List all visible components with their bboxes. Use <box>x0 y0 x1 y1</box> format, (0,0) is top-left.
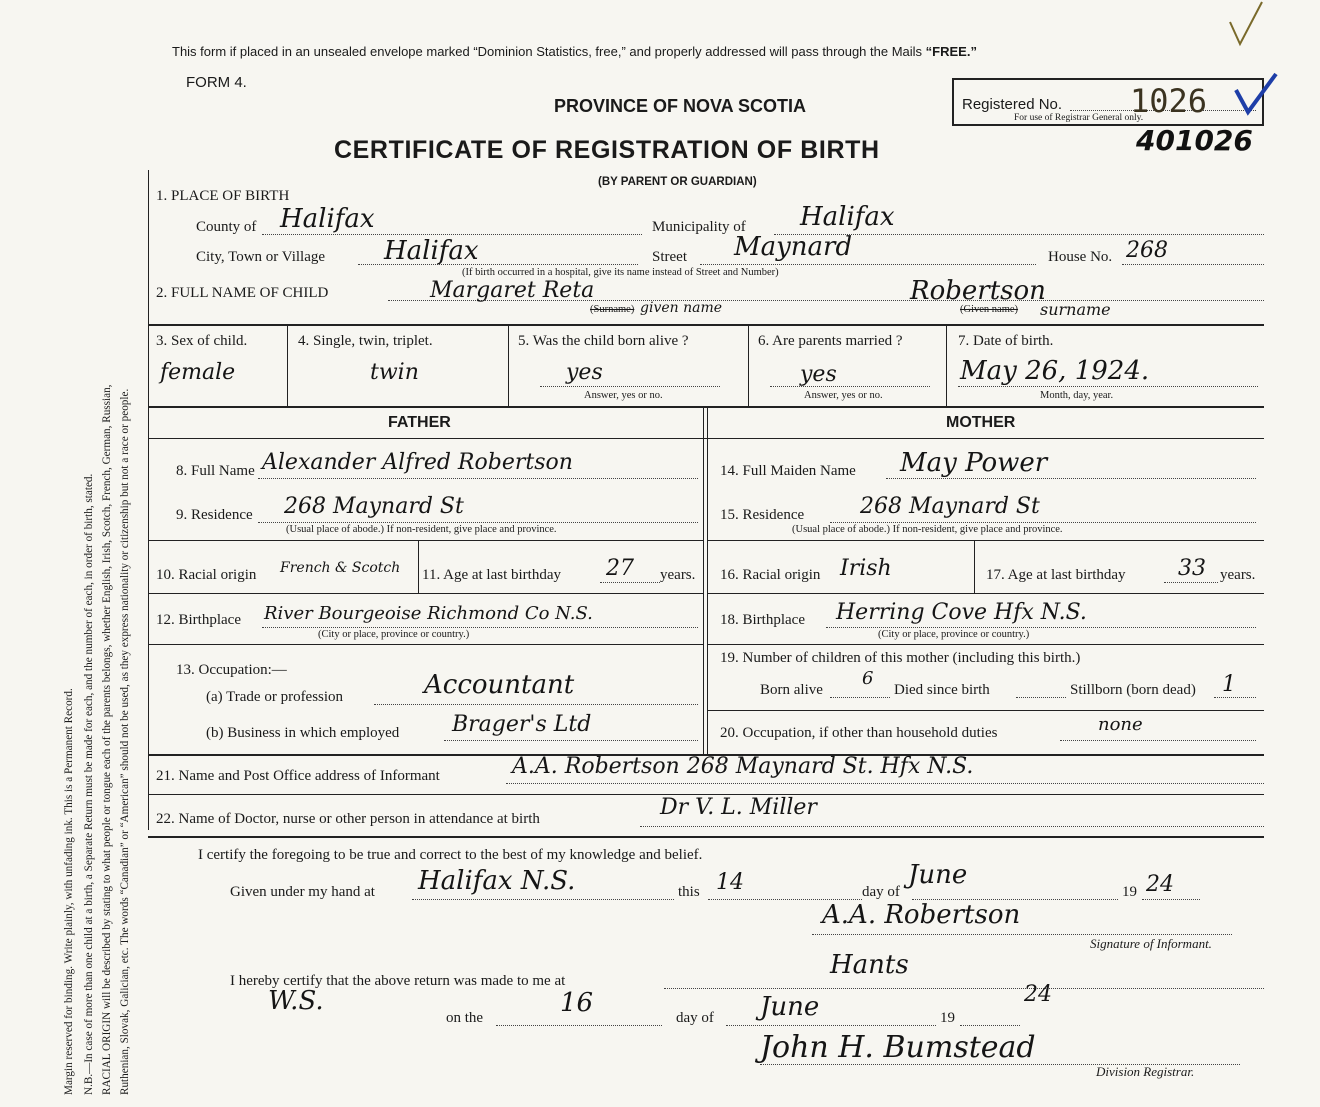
mother-residence-note: (Usual place of abode.) If non-resident, give place and province. <box>792 524 1063 535</box>
informant-value: A.A. Robertson 268 Maynard St. Hfx N.S. <box>512 754 974 779</box>
registrar-place-value: Hants <box>830 950 909 980</box>
father-birthplace-label: 12. Birthplace <box>156 612 241 628</box>
stamp-number: 401026 <box>1136 124 1253 157</box>
form-left-border <box>148 170 149 830</box>
plurality-value: twin <box>370 360 419 385</box>
registered-number-box <box>952 78 1264 126</box>
attendant-label: 22. Name of Doctor, nurse or other person in attendance at birth <box>156 811 540 827</box>
father-name-label: 8. Full Name <box>176 463 255 479</box>
given-name-printed-note: (Given name) <box>960 304 1019 315</box>
father-age-unit: years. <box>660 567 696 583</box>
plurality-label: 4. Single, twin, triplet. <box>298 333 433 349</box>
given-under-label: Given under my hand at <box>230 884 375 900</box>
county-value: Halifax <box>280 204 375 234</box>
mother-race-value: Irish <box>840 556 892 581</box>
father-age-value: 27 <box>606 556 634 581</box>
certify-year-prefix: 19 <box>1122 884 1137 900</box>
child-surname: Robertson <box>910 276 1046 306</box>
certificate-subtitle: (BY PARENT OR GUARDIAN) <box>598 176 757 188</box>
parents-married-note: Answer, yes or no. <box>804 390 883 401</box>
registered-label: Registered No. <box>962 96 1063 113</box>
mother-age-unit: years. <box>1220 567 1256 583</box>
parents-divider <box>703 408 708 754</box>
father-occupation-label: 13. Occupation:— <box>176 662 287 678</box>
certify-year-value: 24 <box>1146 872 1174 897</box>
city-label: City, Town or Village <box>196 249 326 265</box>
trade-value: Accountant <box>424 670 575 700</box>
died-since-birth-label: Died since birth <box>894 682 990 698</box>
born-alive-value: yes <box>566 360 603 385</box>
mother-birthplace-label: 18. Birthplace <box>720 612 805 628</box>
certify-month-value: June <box>908 860 968 890</box>
certify-day-of-label: day of <box>862 884 900 900</box>
father-name-value: Alexander Alfred Robertson <box>262 450 573 475</box>
margin-note-nationality: Ruthenian, Slovak, Galician, etc. The words “Canadian” or “American” should not be used, as they express nationality or citizenship but not a race or people. <box>119 388 131 1095</box>
place-of-birth-label: 1. PLACE OF BIRTH <box>156 188 290 204</box>
this-label: this <box>678 884 700 900</box>
surname-note: (Surname) <box>590 304 635 315</box>
child-given-name: Margaret Reta <box>430 278 595 303</box>
date-of-birth-label: 7. Date of birth. <box>958 333 1054 349</box>
child-name-label: 2. FULL NAME OF CHILD <box>156 285 329 301</box>
father-residence-label: 9. Residence <box>176 507 253 523</box>
registrar-note: For use of Registrar General only. <box>1014 113 1144 123</box>
hospital-note: (If birth occurred in a hospital, give its name instead of Street and Number) <box>462 267 779 278</box>
given-place-value: Halifax N.S. <box>418 866 576 896</box>
informant-signature: A.A. Robertson <box>822 900 1021 930</box>
father-birthplace-value: River Bourgeoise Richmond Co N.S. <box>264 603 593 624</box>
father-heading: FATHER <box>388 414 451 431</box>
margin-note-binding: Margin reserved for binding. Write plainly, with unfading ink. This is a Permanent Record. <box>63 688 75 1095</box>
business-value: Brager's Ltd <box>452 712 592 737</box>
mother-age-label: 17. Age at last birthday <box>986 567 1126 583</box>
informant-label: 21. Name and Post Office address of Informant <box>156 768 440 784</box>
mother-birthplace-value: Herring Cove Hfx N.S. <box>836 600 1087 625</box>
date-of-birth-note: Month, day, year. <box>1040 390 1114 401</box>
on-the-label: on the <box>446 1010 484 1026</box>
mother-name-label: 14. Full Maiden Name <box>720 463 856 479</box>
born-alive-count-label: Born alive <box>760 682 823 698</box>
registrar-month-value: June <box>760 992 820 1022</box>
mother-race-label: 16. Racial origin <box>720 567 821 583</box>
born-alive-note: Answer, yes or no. <box>584 390 663 401</box>
street-label: Street <box>652 249 687 265</box>
province-heading: PROVINCE OF NOVA SCOTIA <box>554 96 807 116</box>
street-value: Maynard <box>734 232 853 262</box>
mother-age-value: 33 <box>1178 556 1206 581</box>
father-race-label: 10. Racial origin <box>156 567 257 583</box>
born-alive-count-value: 6 <box>862 668 874 689</box>
city-value: Halifax <box>384 236 479 266</box>
form-number: FORM 4. <box>186 74 247 91</box>
attendant-value: Dr V. L. Miller <box>660 795 817 820</box>
registrar-signature-label: Division Registrar. <box>1096 1064 1195 1079</box>
mother-residence-label: 15. Residence <box>720 507 805 523</box>
certificate-title: CERTIFICATE OF REGISTRATION OF BIRTH <box>334 136 880 164</box>
trade-label: (a) Trade or profession <box>206 689 344 705</box>
father-residence-note: (Usual place of abode.) If non-resident, give place and province. <box>286 524 557 535</box>
mother-birthplace-note: (City or place, province or country.) <box>878 629 1030 640</box>
registrar-year-prefix: 19 <box>940 1010 955 1026</box>
informant-signature-label: Signature of Informant. <box>1090 936 1212 951</box>
born-alive-label: 5. Was the child born alive ? <box>518 333 689 349</box>
parents-married-label: 6. Are parents married ? <box>758 333 903 349</box>
sex-label: 3. Sex of child. <box>156 333 248 349</box>
registrar-day-value: 16 <box>560 988 594 1018</box>
registered-number: 1026 <box>1130 82 1208 120</box>
house-label: House No. <box>1048 249 1113 265</box>
margin-note-racial-origin: RACIAL ORIGIN will be described by stating to what people or tongue each of the parents belongs, whether English, Irish, Scotch, French, German, Russian, <box>101 384 113 1095</box>
parents-married-value: yes <box>800 362 837 387</box>
registrar-signature: John H. Bumstead <box>760 1030 1036 1065</box>
stillborn-label: Stillborn (born dead) <box>1070 682 1196 698</box>
sex-value: female <box>160 360 236 385</box>
mail-notice: This form if placed in an unsealed envelope marked “Dominion Statistics, free,” and properly addressed will pass through the Mails “FREE.” <box>172 44 977 59</box>
registrar-day-of-label: day of <box>676 1010 714 1026</box>
mother-name-value: May Power <box>900 448 1048 478</box>
registrar-statement: I hereby certify that the above return was made to me at <box>230 973 566 989</box>
registrar-year-value: 24 <box>1024 982 1052 1007</box>
mother-occupation-label: 20. Occupation, if other than household duties <box>720 725 998 741</box>
mother-residence-value: 268 Maynard St <box>860 494 1040 519</box>
registrar-initials: W.S. <box>268 986 324 1016</box>
certify-day-value: 14 <box>716 870 744 895</box>
mother-heading: MOTHER <box>946 414 1016 431</box>
given-name-note: given name <box>640 300 723 316</box>
checkmark-icon <box>1226 0 1266 53</box>
father-residence-value: 268 Maynard St <box>284 494 464 519</box>
blue-checkmark-icon <box>1232 70 1282 125</box>
municipality-value: Halifax <box>800 202 895 232</box>
mother-occupation-value: none <box>1098 714 1143 735</box>
business-label: (b) Business in which employed <box>206 725 400 741</box>
surname-hw-note: surname <box>1040 300 1111 319</box>
certify-statement: I certify the foregoing to be true and correct to the best of my knowledge and belief. <box>198 847 703 863</box>
father-race-value: French & Scotch <box>280 560 401 576</box>
father-birthplace-note: (City or place, province or country.) <box>318 629 470 640</box>
house-value: 268 <box>1126 238 1168 263</box>
municipality-label: Municipality of <box>652 219 746 235</box>
row3-top-rule <box>148 324 1264 326</box>
father-age-label: 11. Age at last birthday <box>422 567 561 583</box>
date-of-birth-value: May 26, 1924. <box>960 356 1150 386</box>
margin-note-multiple-births: N.B.—In case of more than one child at a birth, a Separate Return must be made for each, and the number of each, in order of birth, stated. <box>83 473 95 1095</box>
county-label: County of <box>196 219 257 235</box>
children-count-label: 19. Number of children of this mother (including this birth.) <box>720 650 1081 666</box>
stillborn-value: 1 <box>1222 672 1236 697</box>
